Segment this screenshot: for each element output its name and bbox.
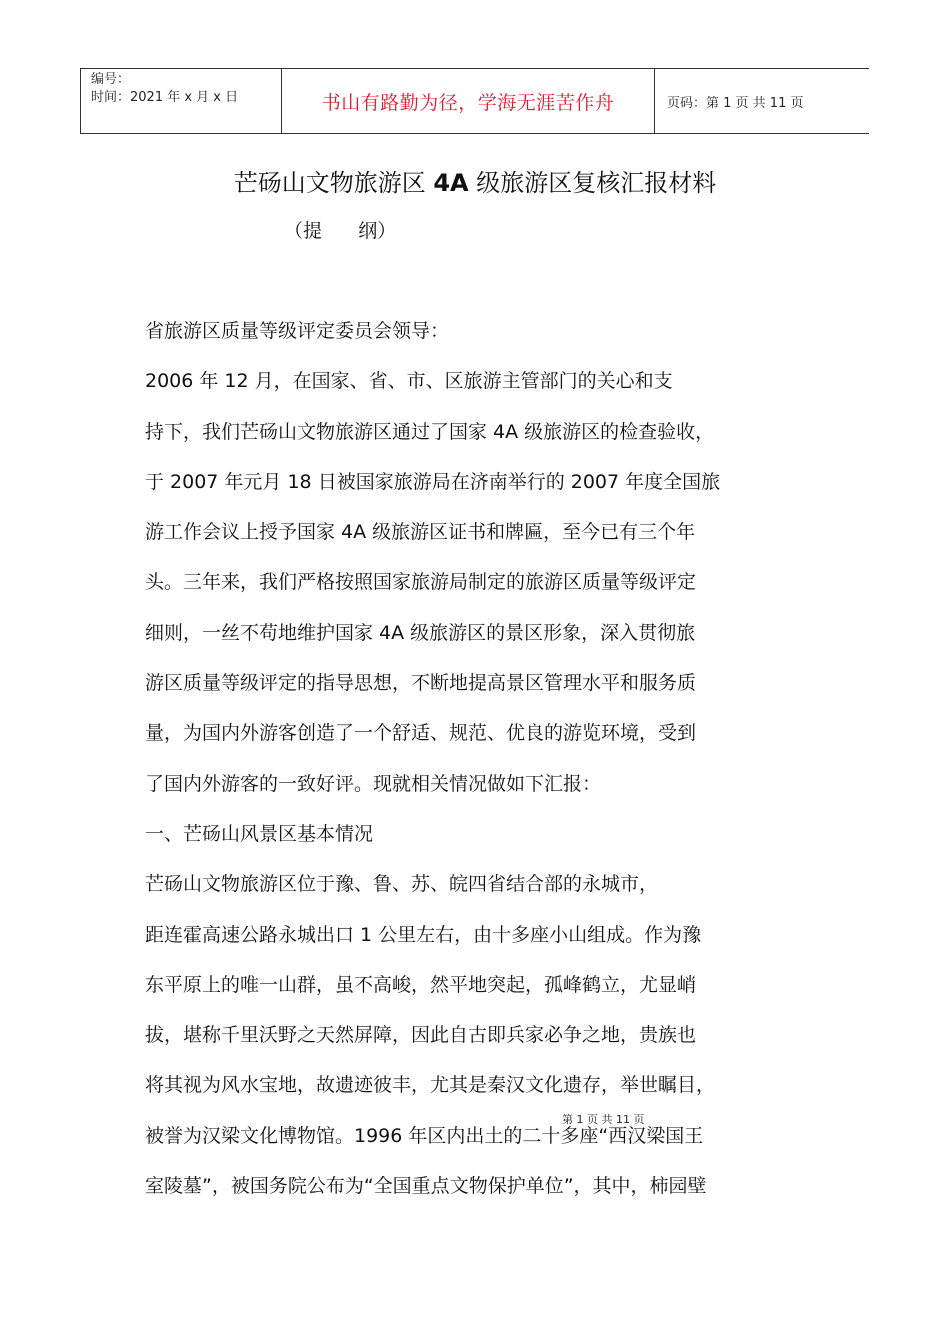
body-line: 2006 年 12 月，在国家、省、市、区旅游主管部门的关心和支 — [145, 370, 673, 393]
title-suffix: 级旅游区复核汇报材料 — [468, 169, 717, 197]
page-footer-mark: 第 1 页 共 11 页 — [562, 1113, 645, 1126]
body-line: 量，为国内外游客创造了一个舒适、规范、优良的游览环境，受到 — [145, 722, 697, 745]
header-table — [80, 68, 869, 134]
title-prefix: 芒砀山文物旅游区 — [233, 169, 434, 197]
section-heading: 一、芒砀山风景区基本情况 — [145, 822, 374, 845]
document-number-label: 编号： — [91, 72, 131, 87]
body-line: 拔，堪称千里沃野之天然屏障，因此自古即兵家必争之地，贵族也 — [145, 1024, 697, 1047]
header-page-cell — [655, 69, 869, 133]
body-line: 细则，一丝不苟地维护国家 4A 级旅游区的景区形象，深入贯彻旅 — [145, 621, 696, 644]
title-bold: 4A — [433, 169, 469, 197]
header-motto: 书山有路勤为径，学海无涯苦作舟 — [321, 91, 615, 114]
document-date-label: 时间：2021 年 x 月 x 日 — [91, 90, 239, 105]
body-line: 芒砀山文物旅游区位于豫、鲁、苏、皖四省结合部的永城市， — [145, 873, 659, 896]
body-line: 室陵墓”，被国务院公布为“全国重点文物保护单位”，其中，柿园壁 — [145, 1175, 707, 1198]
header-meta-cell — [81, 69, 282, 133]
body-line: 游区质量等级评定的指导思想，不断地提高景区管理水平和服务质 — [145, 672, 697, 695]
body-line: 距连霍高速公路永城出口 1 公里左右，由十多座小山组成。作为豫 — [145, 923, 702, 946]
document-body — [145, 306, 815, 1211]
body-line: 东平原上的唯一山群，虽不高峻，然平地突起，孤峰鹤立，尤显峭 — [145, 973, 697, 996]
header-motto-cell — [282, 69, 655, 133]
body-line: 头。三年来，我们严格按照国家旅游局制定的旅游区质量等级评定 — [145, 571, 697, 594]
body-line: 将其视为风水宝地，故遗迹彼丰，尤其是秦汉文化遗存，举世瞩目， — [145, 1074, 716, 1097]
document-subtitle: （提 纲） — [284, 220, 397, 242]
body-line: 省旅游区质量等级评定委员会领导： — [145, 320, 450, 342]
document-title — [0, 166, 950, 200]
body-line: 了国内外游客的一致好评。现就相关情况做如下汇报： — [145, 772, 602, 795]
body-line: 游工作会议上授予国家 4A 级旅游区证书和牌匾，至今已有三个年 — [145, 521, 696, 544]
page-info: 页码：第 1 页 共 11 页 — [667, 95, 804, 111]
body-line: 于 2007 年元月 18 日被国家旅游局在济南举行的 2007 年度全国旅 — [145, 470, 721, 493]
body-line: 被誉为汉梁文化博物馆。1996 年区内出土的二十多座“西汉梁国王 — [145, 1124, 704, 1147]
body-line: 持下，我们芒砀山文物旅游区通过了国家 4A 级旅游区的检查验收， — [145, 420, 715, 443]
